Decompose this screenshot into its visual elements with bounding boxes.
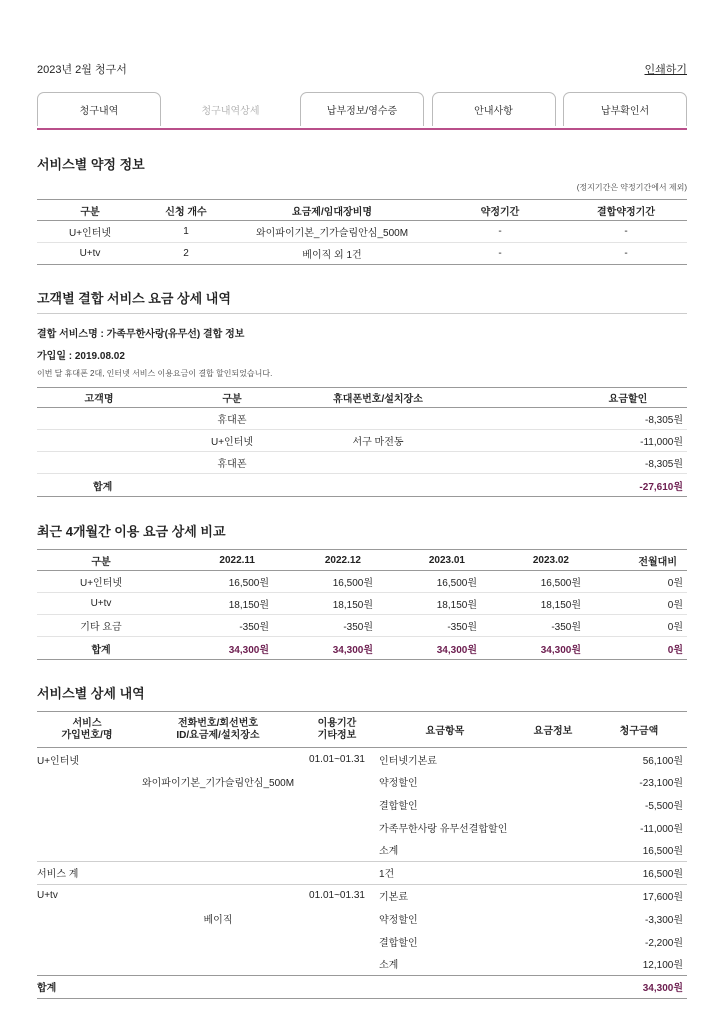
table-cell: 16,500원 [436,578,477,589]
column-header: 휴대폰번호/설치장소 [333,394,423,405]
column-header: 요금할인 [608,394,648,405]
tab-billing-detail[interactable]: 청구내역상세 [169,92,293,126]
detail-table [37,711,687,999]
table-header-row [37,712,687,748]
header-line: 기타정보 [317,729,357,741]
table-cell: 서비스 계 [37,869,79,881]
table-cell: 결합할인 [379,800,418,812]
print-link[interactable]: 인쇄하기 [644,64,687,76]
table-cell [299,770,375,793]
table-cell: U+인터넷 [68,228,112,239]
table-row [37,571,687,593]
table-cell [37,907,137,930]
table-cell: 01.01~01.31 [309,890,365,902]
column-header: 구분 [222,394,242,405]
table-cell: -350원 [447,622,477,633]
table-cell [299,861,375,884]
total-value: 34,300원 [540,644,581,656]
table-cell [299,907,375,930]
table-cell [137,816,299,839]
tab-payment-confirmation[interactable]: 납부확인서 [563,92,687,126]
column-header: 구분 [80,206,100,218]
table-cell: 18,150원 [228,600,269,611]
table-row [37,953,687,976]
column-header: 2023.01 [428,554,465,566]
tab-billing[interactable]: 청구내역 [37,92,161,126]
table-cell [37,430,161,452]
table-cell: 01.01~01.31 [309,753,365,765]
total-value: -27,610원 [639,481,683,493]
tab-bar [37,92,687,130]
table-row [37,816,687,839]
table-cell: 16,500원 [540,578,581,589]
table-cell [137,953,299,976]
header-line: 가입번호/명 [61,729,113,741]
table-cell [137,793,299,816]
table-cell: -8,305원 [644,459,683,470]
table-row [37,884,687,907]
table-cell [515,748,591,771]
column-header [37,712,137,748]
table-cell [299,816,375,839]
column-header: 결합약정기간 [597,206,655,218]
table-cell: U+인터넷 [37,755,80,767]
table-cell: - [624,226,628,237]
table-header-row [37,388,687,408]
contract-note: (정지기간은 약정기간에서 제외) [576,183,687,192]
bundle-description: 이번 달 휴대폰 2대, 인터넷 서비스 이용요금이 결합 할인되었습니다. [37,369,273,378]
table-cell: 18,150원 [436,600,477,611]
table-cell: 56,100원 [642,755,683,767]
table-cell: -350원 [343,622,373,633]
top-bar [37,60,687,78]
column-header: 요금제/임대장비명 [291,206,373,218]
table-cell: 16,500원 [642,869,683,881]
table-cell: 16,500원 [642,846,683,858]
table-cell: -11,000원 [640,437,683,448]
table-cell [137,861,299,884]
table-cell: 기본료 [379,892,408,904]
total-value: 34,300원 [332,644,373,656]
table-cell [37,793,137,816]
table-row [37,430,687,452]
header-line: 이용기간 [317,717,357,729]
tab-payment-receipt[interactable]: 납부정보/영수증 [300,92,424,126]
table-cell [515,907,591,930]
table-cell: 16,500원 [228,578,269,589]
contract-section-title: 서비스별 약정 정보 [37,157,145,172]
table-cell [137,930,299,953]
table-cell: - [624,248,628,259]
table-cell [299,793,375,816]
table-cell: 와이파이기본_기가슬림안심_500M [141,778,295,790]
table-header-row [37,550,687,571]
table-header-row [37,200,687,221]
column-header: 신청 개수 [165,206,207,218]
table-cell: 베이직 외 1건 [302,250,362,261]
table-cell [299,930,375,953]
table-cell: 1 [183,226,189,237]
table-row [37,408,687,430]
table-cell [303,408,453,430]
table-row [37,793,687,816]
tab-notice[interactable]: 안내사항 [432,92,556,126]
table-cell: 1건 [379,869,395,881]
table-cell [37,816,137,839]
table-cell: 18,150원 [332,600,373,611]
table-row [37,770,687,793]
table-cell: 가족무한사랑 유무선결합할인 [379,823,508,835]
document-title: 2023년 2월 청구서 [37,64,127,76]
column-header: 2022.11 [219,554,255,566]
table-cell: -23,100원 [639,778,683,790]
table-total-row [37,637,687,660]
table-cell: 결합할인 [379,937,418,949]
header-line: ID/요금제/설치장소 [176,729,260,741]
table-cell: 약정할인 [379,914,418,926]
table-cell: 서구 마전동 [352,437,404,448]
table-cell: U+tv [90,598,112,609]
table-cell: 휴대폰 [217,459,247,470]
table-cell: 소계 [379,846,399,858]
table-cell: 베이직 [203,914,233,926]
bill-page [37,0,687,999]
compare-table [37,549,687,660]
table-cell [137,748,299,771]
compare-section-title: 최근 4개월간 이용 요금 상세 비교 [37,524,226,539]
table-row [37,748,687,771]
table-cell [303,452,453,474]
table-cell [515,839,591,862]
column-header: 약정기간 [480,206,520,218]
total-value: 34,300원 [436,644,477,656]
bundle-service-name: 결합 서비스명 : 가족무한사랑(유무선) 결합 정보 [37,329,245,340]
table-cell: 와이파이기본_기가슬림안심_500M [255,228,409,239]
column-header [137,712,299,748]
bundle-join-date: 가입일 : 2019.08.02 [37,351,125,362]
table-cell: -350원 [239,622,269,633]
total-label: 합계 [37,983,57,995]
column-header [299,712,375,748]
total-value: 34,300원 [642,983,683,995]
table-cell [515,770,591,793]
table-cell: 휴대폰 [217,415,247,426]
column-header: 요금정보 [533,726,573,737]
table-cell: 0원 [667,600,683,611]
table-cell [37,408,161,430]
table-cell: -8,305원 [644,415,683,426]
detail-section-title: 서비스별 상세 내역 [37,686,145,701]
table-cell: 2 [183,248,189,259]
table-cell [37,930,137,953]
table-cell [515,953,591,976]
table-cell: 소계 [379,960,399,972]
table-cell [37,953,137,976]
table-cell [515,930,591,953]
table-cell: 17,600원 [642,892,683,904]
table-row [37,243,687,265]
header-line: 서비스 [72,717,102,729]
table-cell [37,770,137,793]
column-header: 전월대비 [638,556,677,568]
table-cell [137,884,299,907]
total-value: 34,300원 [228,644,269,656]
total-value: 0원 [667,644,683,656]
bundle-table [37,387,687,497]
table-cell: -2,200원 [644,937,683,949]
table-row [37,907,687,930]
table-cell: 16,500원 [332,578,373,589]
table-row [37,452,687,474]
table-cell: -350원 [551,622,581,633]
table-row [37,839,687,862]
table-cell [515,816,591,839]
table-cell: -11,000원 [640,823,683,835]
table-cell [515,884,591,907]
column-header: 고객명 [84,394,114,405]
table-cell: U+tv [79,248,101,259]
table-cell: 12,100원 [642,960,683,972]
table-cell: U+인터넷 [210,437,254,448]
table-cell [299,953,375,976]
table-cell [37,452,161,474]
column-header: 구분 [91,556,111,568]
table-cell [515,861,591,884]
table-cell: 인터넷기본료 [379,755,437,767]
table-row [37,930,687,953]
table-cell: U+인터넷 [79,578,123,589]
table-total-row [37,474,687,497]
table-cell: 18,150원 [540,600,581,611]
table-total-row [37,975,687,998]
table-cell: 기타 요금 [80,622,122,633]
header-line: 전화번호/회선번호 [177,717,259,729]
table-row [37,221,687,243]
table-row [37,615,687,637]
table-cell: -3,300원 [644,914,683,926]
table-cell: - [498,226,502,237]
column-header: 2023.02 [532,554,569,566]
table-cell: 약정할인 [379,778,418,790]
contract-table [37,199,687,265]
column-header: 요금항목 [425,726,465,737]
table-row [37,861,687,884]
column-header: 2022.12 [324,554,361,566]
table-cell [299,839,375,862]
table-cell: - [498,248,502,259]
table-cell: U+tv [37,890,58,902]
column-header: 청구금액 [619,726,659,737]
table-cell [515,793,591,816]
table-cell: 0원 [667,622,683,633]
table-cell [37,839,137,862]
total-label: 합계 [91,644,111,656]
total-label: 합계 [93,481,113,493]
table-row [37,593,687,615]
bundle-section-title: 고객별 결합 서비스 요금 상세 내역 [37,291,231,306]
table-cell: -5,500원 [644,800,683,812]
table-cell [137,839,299,862]
table-cell: 0원 [667,578,683,589]
